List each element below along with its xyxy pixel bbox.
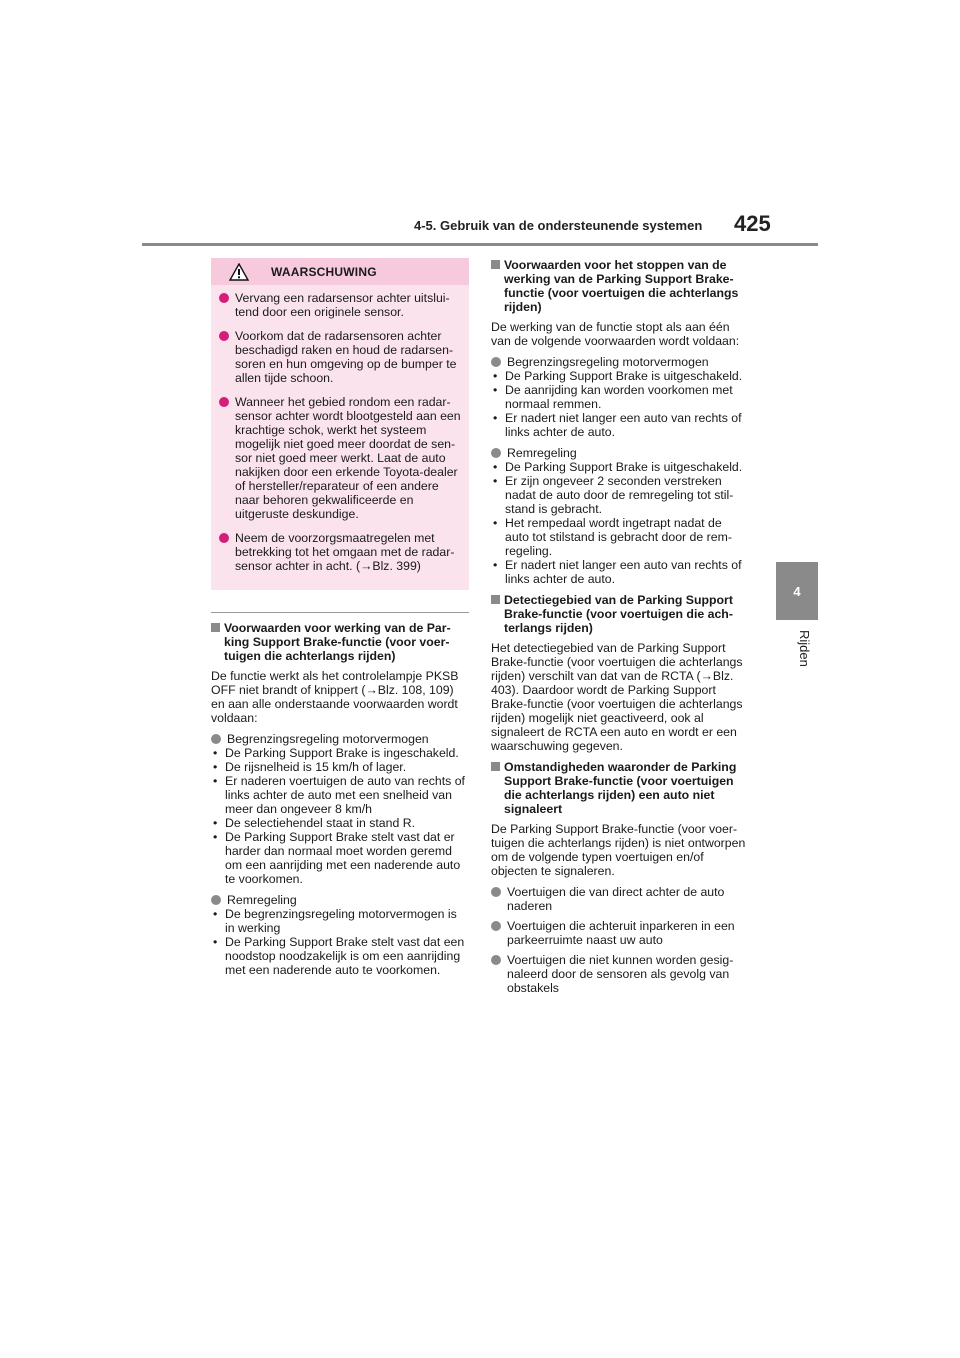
warning-item: Wanneer het gebied rondom een radarsensor achter wordt blootgesteld aan een krachtige schok, werkt het systeem mogelijk niet goed meer doordat de sensor niet goed meer werkt. Laat de auto nakijken door een erkende Toyota-dealer of hersteller/reparateur of een andere naar behoren gekwalificeerde en uitgeruste deskundige. xyxy=(219,395,461,521)
chapter-tab: 4 xyxy=(776,562,818,620)
sub-item: • De aanrijding kan worden voorkomen met normaal remmen. xyxy=(493,383,733,411)
bullet-heading: Begrenzingsregeling motorvermogen xyxy=(211,732,469,746)
warning-item: Voorkom dat de radarsensoren achter beschadigd raken en houd de radarsensoren en hun omgeving op de bumper te allen tijde schoon. xyxy=(219,329,461,385)
bullet-dot-icon xyxy=(219,293,229,303)
sub-item: • Er nadert niet langer een auto van rechts of links achter de auto. xyxy=(493,558,742,586)
sub-item: • De selectiehendel staat in stand R. xyxy=(213,816,416,830)
bullet-dot-icon xyxy=(491,357,501,367)
bullet-group xyxy=(211,732,469,886)
square-bullet-icon xyxy=(491,260,500,269)
bullet-group xyxy=(491,446,749,586)
bullet-heading: Remregeling xyxy=(491,446,749,460)
bullet-dot-icon xyxy=(219,397,229,407)
sub-item: • De Parking Support Brake stelt vast dat een noodstop noodzakelijk is om een aanrijding met een naderende auto te voorkomen. xyxy=(213,935,465,977)
paragraph: De Parking Support Brake-functie (voor voertuigen die achterlangs rijden) is niet ontworpen om de volgende typen voertuigen en/of objecten te signaleren. xyxy=(491,822,746,878)
sub-item: • Er nadert niet langer een auto van rechts of links achter de auto. xyxy=(493,411,742,439)
bullet-dot-icon xyxy=(491,448,501,458)
section-title: 4-5. Gebruik van de ondersteunende systemen xyxy=(414,218,703,233)
square-bullet-icon xyxy=(211,623,220,632)
bullet-dot-icon xyxy=(211,895,221,905)
bullet-group xyxy=(211,893,469,977)
chapter-label: Rijden xyxy=(797,630,812,667)
sub-item: • De Parking Support Brake stelt vast dat er harder dan normaal moet worden geremd om een aanrijding met een naderende auto te voorkomen. xyxy=(213,830,461,886)
section-heading: Omstandigheden waaronder de Parking Support Brake-functie (voor voertuigen die achterlangs rijden) een auto niet signaleert xyxy=(491,760,749,816)
list-item: Voertuigen die van direct achter de auto naderen xyxy=(491,885,749,913)
right-column xyxy=(491,258,749,1001)
bullet-heading: Remregeling xyxy=(211,893,469,907)
left-column xyxy=(211,621,469,984)
warning-title: WAARSCHUWING xyxy=(271,264,377,279)
bullet-dot-icon xyxy=(219,331,229,341)
paragraph: De werking van de functie stopt als aan één van de volgende voorwaarden wordt voldaan: xyxy=(491,320,740,348)
bullet-dot-icon xyxy=(491,921,501,931)
sub-item: • De Parking Support Brake is uitgeschakeld. xyxy=(493,369,743,383)
sub-item: • De Parking Support Brake is uitgeschakeld. xyxy=(493,460,743,474)
warning-header xyxy=(211,258,469,285)
section-divider xyxy=(211,612,469,613)
warning-box xyxy=(211,258,469,590)
warning-triangle-icon xyxy=(229,263,249,281)
page-number: 425 xyxy=(734,211,771,236)
list-item: Voertuigen die niet kunnen worden gesignaleerd door de sensoren als gevolg van obstakels xyxy=(491,953,749,995)
paragraph: Het detectiegebied van de Parking Support Brake-functie (voor voertuigen die achterlangs rijden) verschilt van dat van de RCTA (→Blz. 403). Daardoor wordt de Parking Support Brake-functie (voor voertuigen die achterlangs rijden) mogelijk niet geactiveerd, ook al signaleert de RCTA een auto en wordt er een waarschuwing gegeven. xyxy=(491,641,743,753)
bullet-group xyxy=(491,355,749,439)
paragraph: De functie werkt als het controlelampje PKSB OFF niet brandt of knippert (→Blz. 108, 109) en aan alle onderstaande voorwaarden wordt voldaan: xyxy=(211,669,459,725)
bullet-heading: Begrenzingsregeling motorvermogen xyxy=(491,355,749,369)
section-heading: Detectiegebied van de Parking Support Brake-functie (voor voertuigen die achterlangs rijden) xyxy=(491,593,749,635)
warning-item: Vervang een radarsensor achter uitsluitend door een originele sensor. xyxy=(219,291,461,319)
warning-item: Neem de voorzorgsmaatregelen met betrekking tot het omgaan met de radarsensor achter in acht. (→Blz. 399) xyxy=(219,531,461,573)
sub-item: • Het rempedaal wordt ingetrapt nadat de auto tot stilstand is gebracht door de remregeling. xyxy=(493,516,732,558)
sub-item: • De rijsnelheid is 15 km/h of lager. xyxy=(213,760,407,774)
bullet-dot-icon xyxy=(491,887,501,897)
section-heading: Voorwaarden voor het stoppen van de werking van de Parking Support Brake-functie (voor voertuigen die achterlangs rijden) xyxy=(491,258,749,314)
list-item: Voertuigen die achteruit inparkeren in een parkeerruimte naast uw auto xyxy=(491,919,749,947)
header-divider xyxy=(142,243,818,246)
bullet-dot-icon xyxy=(219,533,229,543)
bullet-dot-icon xyxy=(491,955,501,965)
square-bullet-icon xyxy=(491,595,500,604)
sub-item: • Er zijn ongeveer 2 seconden verstreken nadat de auto door de remregeling tot stilstand is gebracht. xyxy=(493,474,734,516)
section-heading: Voorwaarden voor werking van de Parking Support Brake-functie (voor voertuigen die achterlangs rijden) xyxy=(211,621,469,663)
sub-item: • De begrenzingsregeling motorvermogen is in werking xyxy=(213,907,457,935)
square-bullet-icon xyxy=(491,762,500,771)
sub-item: • Er naderen voertuigen de auto van rechts of links achter de auto met een snelheid van meer dan ongeveer 8 km/h xyxy=(213,774,465,816)
sub-item: • De Parking Support Brake is ingeschakeld. xyxy=(213,746,459,760)
bullet-dot-icon xyxy=(211,734,221,744)
